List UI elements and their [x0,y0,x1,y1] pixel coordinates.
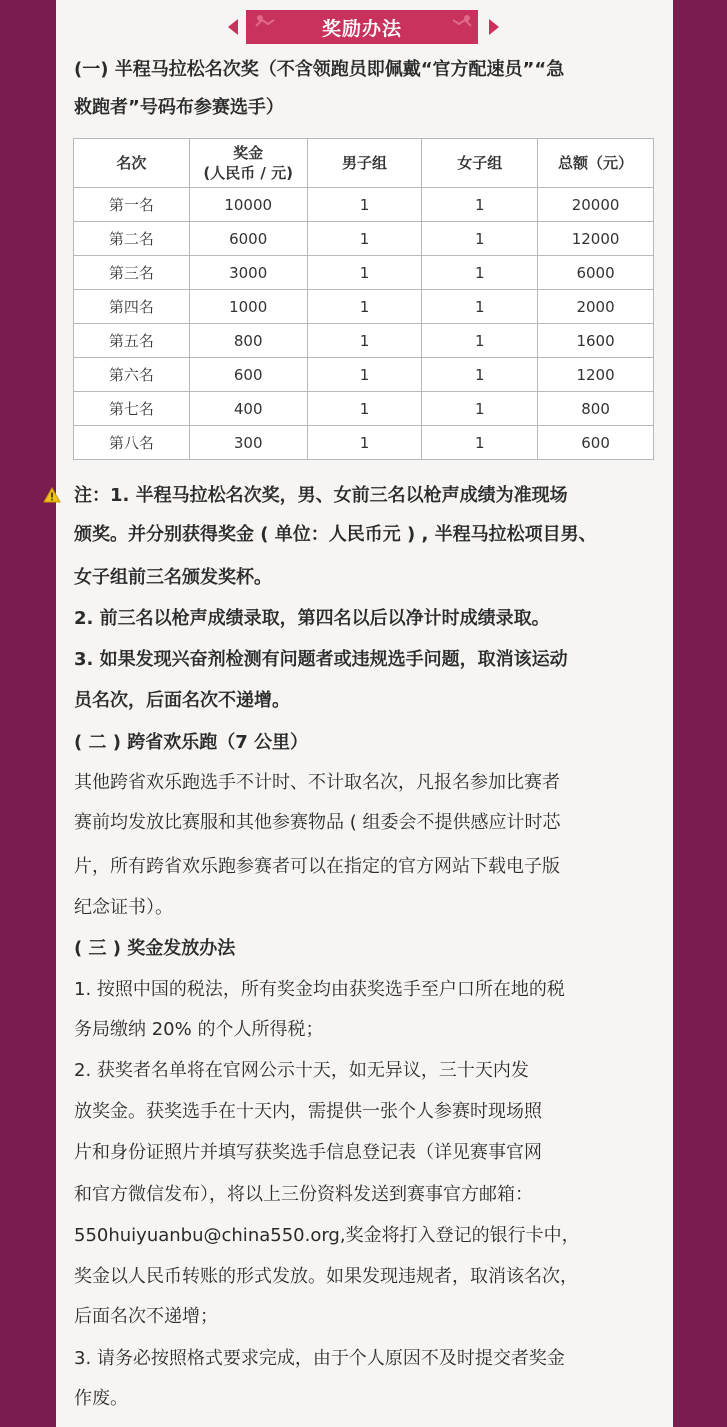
banner-title: 奖励办法 [246,10,478,44]
runner-right-icon [451,14,473,28]
cell-women: 1 [422,256,538,290]
section-banner [228,10,499,44]
section3-email-line: 550huiyuanbu@china550.org,奖金将打入登记的银行卡中， [74,1225,580,1246]
table-row [74,324,654,358]
cell-women: 1 [422,188,538,222]
cell-men: 1 [307,290,422,324]
note-line-3: 女子组前三名颁发奖杯。 [74,567,272,588]
header-men: 男子组 [307,139,422,188]
header-total: 总额（元） [538,139,654,188]
cell-total: 12000 [538,222,654,256]
section3-line-1: 1. 按照中国的税法，所有奖金均由获奖选手至户口所在地的税 [74,979,565,1000]
banner-right-arrow [489,19,499,35]
cell-men: 1 [307,426,422,460]
cell-total: 20000 [538,188,654,222]
cell-women: 1 [422,392,538,426]
table-row [74,392,654,426]
cell-prize: 1000 [189,290,307,324]
cell-prize: 800 [189,324,307,358]
section2-line-3: 片，所有跨省欢乐跑参赛者可以在指定的官方网站下载电子版 [74,856,560,877]
cell-rank: 第三名 [74,256,190,290]
table-header-row [74,139,654,188]
section3-line-3: 2. 获奖者名单将在官网公示十天，如无异议，三十天内发 [74,1060,529,1081]
table-row [74,358,654,392]
note-line-6: 员名次，后面名次不递增。 [74,690,290,711]
cell-men: 1 [307,256,422,290]
section1-heading-line2: 救跑者”号码布参赛选手） [74,97,284,118]
table-row [74,426,654,460]
cell-prize: 400 [189,392,307,426]
banner-left-arrow [228,19,238,35]
cell-prize: 300 [189,426,307,460]
section2-heading: ( 二 ) 跨省欢乐跑（7 公里） [74,732,309,753]
cell-total: 6000 [538,256,654,290]
header-prize-unit: (人民币 / 元) [203,164,293,182]
section2-line-4: 纪念证书）。 [74,897,173,918]
header-rank: 名次 [74,139,190,188]
header-prize-title: 奖金 [233,144,264,162]
cell-men: 1 [307,358,422,392]
cell-total: 1200 [538,358,654,392]
cell-rank: 第六名 [74,358,190,392]
cell-rank: 第二名 [74,222,190,256]
cell-men: 1 [307,222,422,256]
cell-rank: 第一名 [74,188,190,222]
prize-table [73,138,654,460]
note-line-4: 2. 前三名以枪声成绩录取，第四名以后以净计时成绩录取。 [74,608,550,629]
note-line-1: 注：1. 半程马拉松名次奖，男、女前三名以枪声成绩为准现场 [74,485,568,506]
section3-line-11: 作废。 [74,1388,128,1409]
cell-rank: 第五名 [74,324,190,358]
section3-line-8: 奖金以人民币转账的形式发放。如果发现违规者，取消该名次， [74,1266,578,1287]
table-row [74,290,654,324]
section3-line-6: 和官方微信发布），将以上三份资料发送到赛事官方邮箱： [74,1184,533,1205]
cell-women: 1 [422,222,538,256]
note-line-5: 3. 如果发现兴奋剂检测有问题者或违规选手问题，取消该运动 [74,649,568,670]
section2-line-2: 赛前均发放比赛服和其他参赛物品 ( 组委会不提供感应计时芯 [74,812,561,833]
note-line-2: 颁奖。并分别获得奖金 ( 单位：人民币元 ) , 半程马拉松项目男、 [74,524,597,545]
section3-line-2: 务局缴纳 20% 的个人所得税； [74,1019,324,1040]
section3-line-10: 3. 请务必按照格式要求完成，由于个人原因不及时提交者奖金 [74,1348,565,1369]
cell-rank: 第七名 [74,392,190,426]
section3-line-9: 后面名次不递增； [74,1306,218,1327]
table-row [74,256,654,290]
cell-total: 2000 [538,290,654,324]
cell-women: 1 [422,426,538,460]
table-row [74,222,654,256]
cell-men: 1 [307,392,422,426]
header-women: 女子组 [422,139,538,188]
warning-icon [43,487,61,503]
cell-men: 1 [307,188,422,222]
cell-men: 1 [307,324,422,358]
cell-rank: 第四名 [74,290,190,324]
section1-heading-line1: (一) 半程马拉松名次奖（不含领跑员即佩戴“官方配速员”“急 [74,59,565,80]
header-prize [189,139,307,188]
cell-women: 1 [422,290,538,324]
cell-total: 800 [538,392,654,426]
cell-prize: 600 [189,358,307,392]
cell-prize: 6000 [189,222,307,256]
section3-line-4: 放奖金。获奖选手在十天内，需提供一张个人参赛时现场照 [74,1101,542,1122]
cell-women: 1 [422,324,538,358]
section3-line-5: 片和身份证照片并填写获奖选手信息登记表（详见赛事官网 [74,1142,542,1163]
cell-women: 1 [422,358,538,392]
cell-rank: 第八名 [74,426,190,460]
cell-total: 600 [538,426,654,460]
runner-left-icon [254,14,276,28]
cell-total: 1600 [538,324,654,358]
section2-line-1: 其他跨省欢乐跑选手不计时、不计取名次，凡报名参加比赛者 [74,772,560,793]
cell-prize: 3000 [189,256,307,290]
table-row [74,188,654,222]
cell-prize: 10000 [189,188,307,222]
section3-heading: ( 三 ) 奖金发放办法 [74,938,236,959]
